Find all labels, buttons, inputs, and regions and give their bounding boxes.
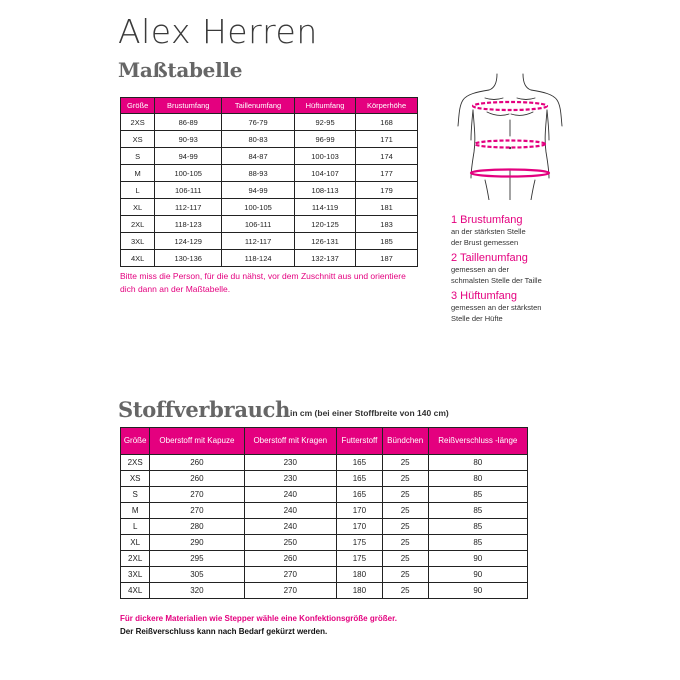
body-figure [455,70,565,205]
consumption-notes [120,612,397,638]
measurements-cell: XS [121,131,155,148]
legend-item-desc: Stelle der Hüfte [451,313,503,323]
consumption-cell: L [121,519,150,535]
measurements-cell: 112-117 [222,233,295,250]
consumption-cell: 230 [244,471,337,487]
measurements-cell: 4XL [121,250,155,267]
consumption-cell: 170 [337,503,383,519]
consumption-cell: 85 [428,487,527,503]
legend-item [451,214,601,248]
measurements-cell: 2XL [121,216,155,233]
consumption-cell: 290 [150,535,244,551]
consumption-header-cell: Größe [121,428,150,455]
legend-item-desc: gemessen an der stärksten [451,303,542,312]
measurements-cell: 100-103 [294,148,355,165]
consumption-table [120,427,528,599]
measurements-note: Bitte miss die Person, für die du nähst, vor dem Zuschnitt aus und orientiere dich dann an der Maßtabelle. [120,271,406,294]
measurements-cell: 86-89 [155,114,222,131]
measurement-legend [451,214,601,328]
measurements-cell: 2XS [121,114,155,131]
consumption-cell: 270 [150,503,244,519]
consumption-heading: Stoffverbrauch [118,397,291,422]
consumption-cell: 305 [150,567,244,583]
measurements-cell: 3XL [121,233,155,250]
legend-item-desc: schmalsten Stelle der Taille [451,275,542,285]
measurements-header-row [121,98,418,114]
consumption-cell: S [121,487,150,503]
consumption-cell: 2XS [121,455,150,471]
consumption-header-cell: Oberstoff mit Kragen [244,428,337,455]
measurements-cell: 120-125 [294,216,355,233]
consumption-cell: 230 [244,455,337,471]
legend-item-desc: der Brust gemessen [451,237,519,247]
consumption-cell: 25 [382,471,428,487]
consumption-cell: 85 [428,519,527,535]
consumption-cell: 25 [382,503,428,519]
consumption-row [121,567,528,583]
measurements-cell: 94-99 [222,182,295,199]
measurements-row [121,199,418,216]
measurements-row [121,165,418,182]
consumption-cell: 80 [428,455,527,471]
consumption-cell: 90 [428,567,527,583]
legend-item-desc: an der stärksten Stelle [451,227,526,236]
measurements-cell: 100-105 [155,165,222,182]
measurements-cell: 171 [356,131,418,148]
consumption-cell: 25 [382,551,428,567]
consumption-note-pink: Für dickere Materialien wie Stepper wähle eine Konfektionsgröße größer. [120,614,397,623]
measurements-cell: 100-105 [222,199,295,216]
measurements-cell: 174 [356,148,418,165]
measurements-row [121,233,418,250]
consumption-cell: 165 [337,487,383,503]
measurements-cell: 92-95 [294,114,355,131]
consumption-cell: 280 [150,519,244,535]
legend-item-desc: gemessen an der [451,265,509,274]
consumption-cell: 270 [244,567,337,583]
consumption-cell: M [121,503,150,519]
measurements-cell: 106-111 [155,182,222,199]
consumption-cell: 270 [244,583,337,599]
consumption-cell: 260 [150,455,244,471]
consumption-row [121,487,528,503]
measurements-cell: 96-99 [294,131,355,148]
consumption-cell: 165 [337,455,383,471]
measurements-cell: S [121,148,155,165]
measurements-row [121,182,418,199]
measurements-row [121,216,418,233]
consumption-cell: XS [121,471,150,487]
consumption-cell: 260 [150,471,244,487]
measurements-cell: 104-107 [294,165,355,182]
measurements-cell: 126-131 [294,233,355,250]
page-title: Alex Herren [118,12,318,51]
consumption-cell: 90 [428,583,527,599]
consumption-row [121,583,528,599]
measurements-cell: 179 [356,182,418,199]
measurements-cell: 90-93 [155,131,222,148]
consumption-cell: 240 [244,519,337,535]
measurements-table [120,97,418,267]
consumption-cell: 90 [428,551,527,567]
measurements-header-cell: Taillenumfang [222,98,295,114]
consumption-row [121,471,528,487]
consumption-cell: 25 [382,583,428,599]
measurements-cell: 118-124 [222,250,295,267]
consumption-note-dark: Der Reißverschluss kann nach Bedarf gekürzt werden. [120,627,328,636]
legend-item [451,290,601,324]
consumption-cell: 85 [428,535,527,551]
consumption-row [121,519,528,535]
measurements-header-cell: Körperhöhe [356,98,418,114]
measurements-header-cell: Brustumfang [155,98,222,114]
consumption-header-cell: Futterstoff [337,428,383,455]
consumption-row [121,503,528,519]
consumption-cell: 80 [428,471,527,487]
measurements-cell: 185 [356,233,418,250]
measurements-cell: 88-93 [222,165,295,182]
measurements-cell: 80-83 [222,131,295,148]
measurements-row [121,114,418,131]
measurements-row [121,131,418,148]
consumption-cell: 85 [428,503,527,519]
consumption-cell: 180 [337,567,383,583]
consumption-header-cell: Bündchen [382,428,428,455]
consumption-cell: 250 [244,535,337,551]
measurements-cell: 168 [356,114,418,131]
consumption-header-cell: Reißverschluss -länge [428,428,527,455]
consumption-cell: 165 [337,471,383,487]
consumption-cell: 260 [244,551,337,567]
consumption-cell: 25 [382,487,428,503]
consumption-cell: 3XL [121,567,150,583]
consumption-header-row [121,428,528,455]
legend-item [451,252,601,286]
measurements-cell: 108-113 [294,182,355,199]
consumption-cell: 295 [150,551,244,567]
measurements-heading: Maßtabelle [118,58,243,82]
measurements-cell: XL [121,199,155,216]
consumption-cell: 25 [382,519,428,535]
measurements-cell: 106-111 [222,216,295,233]
measurements-row [121,250,418,267]
consumption-cell: 240 [244,503,337,519]
consumption-cell: 175 [337,551,383,567]
consumption-cell: 25 [382,455,428,471]
measurements-cell: 112-117 [155,199,222,216]
measurements-cell: 124-129 [155,233,222,250]
measurements-header-cell: Hüftumfang [294,98,355,114]
measurements-cell: L [121,182,155,199]
legend-item-title: 1 Brustumfang [451,214,523,226]
measurements-cell: 181 [356,199,418,216]
measurements-cell: 114-119 [294,199,355,216]
consumption-cell: 175 [337,535,383,551]
legend-item-title: 2 Taillenumfang [451,252,528,264]
measurements-header-cell: Größe [121,98,155,114]
consumption-cell: 2XL [121,551,150,567]
consumption-cell: XL [121,535,150,551]
consumption-cell: 170 [337,519,383,535]
consumption-row [121,455,528,471]
measurements-cell: 183 [356,216,418,233]
measurements-cell: 76-79 [222,114,295,131]
consumption-subheading: in cm (bei einer Stoffbreite von 140 cm) [290,408,449,418]
consumption-cell: 240 [244,487,337,503]
consumption-cell: 4XL [121,583,150,599]
legend-item-title: 3 Hüftumfang [451,290,518,302]
measurements-cell: M [121,165,155,182]
measurements-cell: 84-87 [222,148,295,165]
measurements-cell: 187 [356,250,418,267]
consumption-cell: 320 [150,583,244,599]
measurements-cell: 177 [356,165,418,182]
consumption-cell: 25 [382,567,428,583]
consumption-cell: 270 [150,487,244,503]
measurements-cell: 130-136 [155,250,222,267]
consumption-header-cell: Oberstoff mit Kapuze [150,428,244,455]
consumption-row [121,551,528,567]
consumption-cell: 25 [382,535,428,551]
measurements-cell: 132-137 [294,250,355,267]
consumption-cell: 180 [337,583,383,599]
measurements-row [121,148,418,165]
measurements-cell: 94-99 [155,148,222,165]
consumption-row [121,535,528,551]
measurements-cell: 118-123 [155,216,222,233]
